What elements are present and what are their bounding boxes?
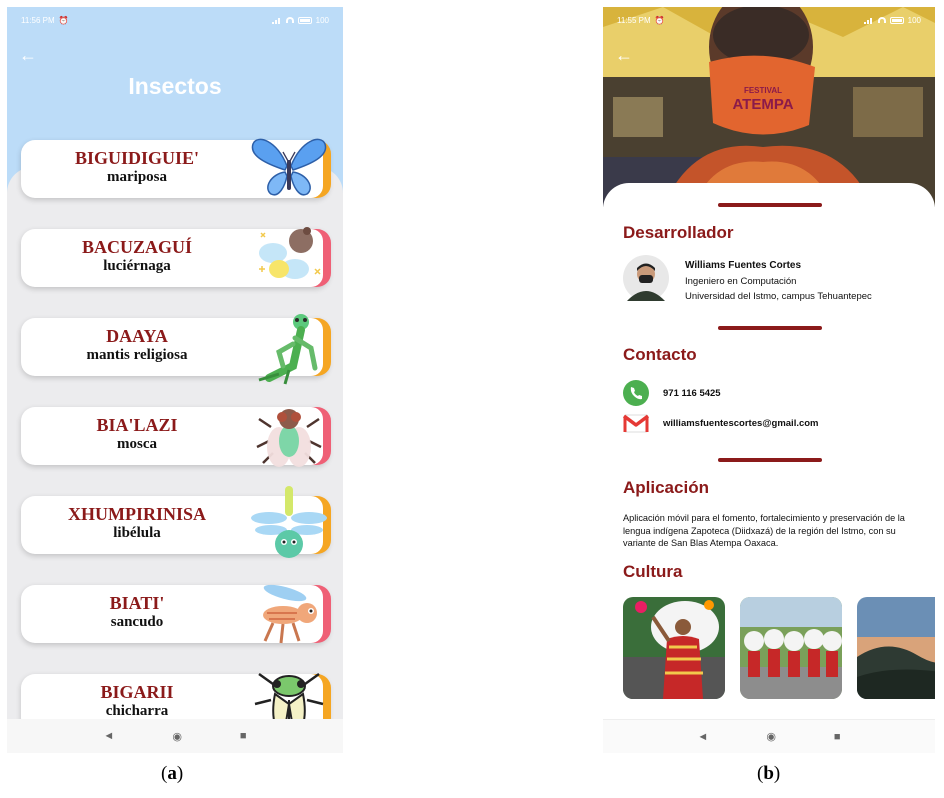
phone-number: 971 116 5425 <box>663 387 721 399</box>
nav-home-button[interactable]: ◉ <box>766 731 776 743</box>
developer-role: Ingeniero en Computación <box>685 276 797 287</box>
dragonfly-icon <box>249 486 329 564</box>
status-time: 11:55 PM <box>617 15 651 25</box>
system-nav-bar <box>7 719 343 753</box>
email-contact[interactable] <box>623 412 819 434</box>
culture-heading: Cultura <box>623 562 683 581</box>
section-divider <box>718 203 822 207</box>
wifi-icon <box>286 17 294 23</box>
header-photo <box>603 7 935 207</box>
gmail-icon <box>623 412 649 434</box>
status-bar <box>7 7 343 33</box>
zapotec-name: BIATI' <box>109 593 165 613</box>
fly-icon <box>249 397 329 475</box>
spanish-name: chicharra <box>105 703 169 719</box>
culture-photo-3[interactable] <box>857 597 935 699</box>
zapotec-name: BIGARII <box>100 682 174 702</box>
caption-a: (a) <box>161 763 184 784</box>
insect-card-mantis[interactable] <box>21 318 329 376</box>
system-nav-bar <box>603 719 935 753</box>
signal-icon <box>864 17 874 24</box>
wifi-icon <box>878 17 886 23</box>
section-divider <box>718 458 822 462</box>
section-divider <box>718 326 822 330</box>
email-address: williamsfuentescortes@gmail.com <box>663 417 819 429</box>
developer-name: Williams Fuentes Cortes <box>685 260 802 271</box>
battery-icon <box>298 17 312 24</box>
mantis-icon <box>249 308 329 386</box>
application-heading: Aplicación <box>623 478 709 497</box>
zapotec-name: BACUZAGUÍ <box>81 237 192 257</box>
insect-card-mosquito[interactable] <box>21 585 329 643</box>
insect-card-dragonfly[interactable] <box>21 496 329 554</box>
insects-screen <box>7 7 343 753</box>
battery-level: 100 <box>315 15 329 25</box>
back-arrow-icon[interactable]: ← <box>19 45 37 65</box>
nav-home-button[interactable]: ◉ <box>172 730 182 743</box>
whatsapp-icon <box>623 380 649 406</box>
insect-card-fly[interactable] <box>21 407 329 465</box>
insect-card-firefly[interactable] <box>21 229 329 287</box>
application-description: Aplicación móvil para el fomento, fortalecimiento y preservación de la lengua indígena Zapoteca (Diidxazá) de la región del Istmo, con su variante de San Blas Atempa Oaxaca. <box>623 513 905 548</box>
spanish-name: mariposa <box>107 169 167 185</box>
back-arrow-icon[interactable]: ← <box>615 45 633 65</box>
mask-text-atempa: ATEMPA <box>732 96 794 113</box>
alarm-icon: ⏰ <box>654 15 665 25</box>
status-bar <box>603 7 935 33</box>
zapotec-name: BIGUIDIGUIE' <box>74 148 200 168</box>
mosquito-icon <box>249 575 329 653</box>
firefly-icon <box>249 219 329 297</box>
status-time: 11:56 PM <box>21 15 55 25</box>
butterfly-icon <box>249 130 329 208</box>
spanish-name: sancudo <box>110 614 164 630</box>
caption-b: (b) <box>757 763 781 784</box>
signal-icon <box>272 17 282 24</box>
spanish-name: luciérnaga <box>103 258 171 274</box>
developer-institution: Universidad del Istmo, campus Tehuantepec <box>685 291 872 302</box>
developer-avatar <box>623 255 669 301</box>
nav-back-button[interactable]: ◄ <box>697 730 709 743</box>
spanish-name: libélula <box>113 525 161 541</box>
nav-back-button[interactable]: ◄ <box>103 730 115 742</box>
culture-photo-1[interactable] <box>623 597 725 699</box>
phone-contact[interactable] <box>623 380 721 406</box>
zapotec-name: DAAYA <box>106 326 168 346</box>
developer-heading: Desarrollador <box>623 223 734 242</box>
page-title: Insectos <box>128 73 222 99</box>
spanish-name: mantis religiosa <box>86 347 188 363</box>
alarm-icon: ⏰ <box>58 15 69 25</box>
zapotec-name: BIA'LAZI <box>96 415 178 435</box>
mask-text-festival: FESTIVAL <box>743 86 783 95</box>
nav-recents-button[interactable]: ■ <box>239 730 247 742</box>
insect-card-butterfly[interactable] <box>21 140 329 198</box>
spanish-name: mosca <box>117 436 157 452</box>
battery-icon <box>890 17 904 24</box>
contact-heading: Contacto <box>623 345 697 364</box>
culture-photo-2[interactable] <box>740 597 842 699</box>
battery-level: 100 <box>907 15 921 25</box>
zapotec-name: XHUMPIRINISA <box>67 504 206 524</box>
nav-recents-button[interactable]: ■ <box>833 730 841 743</box>
about-screen <box>603 7 935 753</box>
